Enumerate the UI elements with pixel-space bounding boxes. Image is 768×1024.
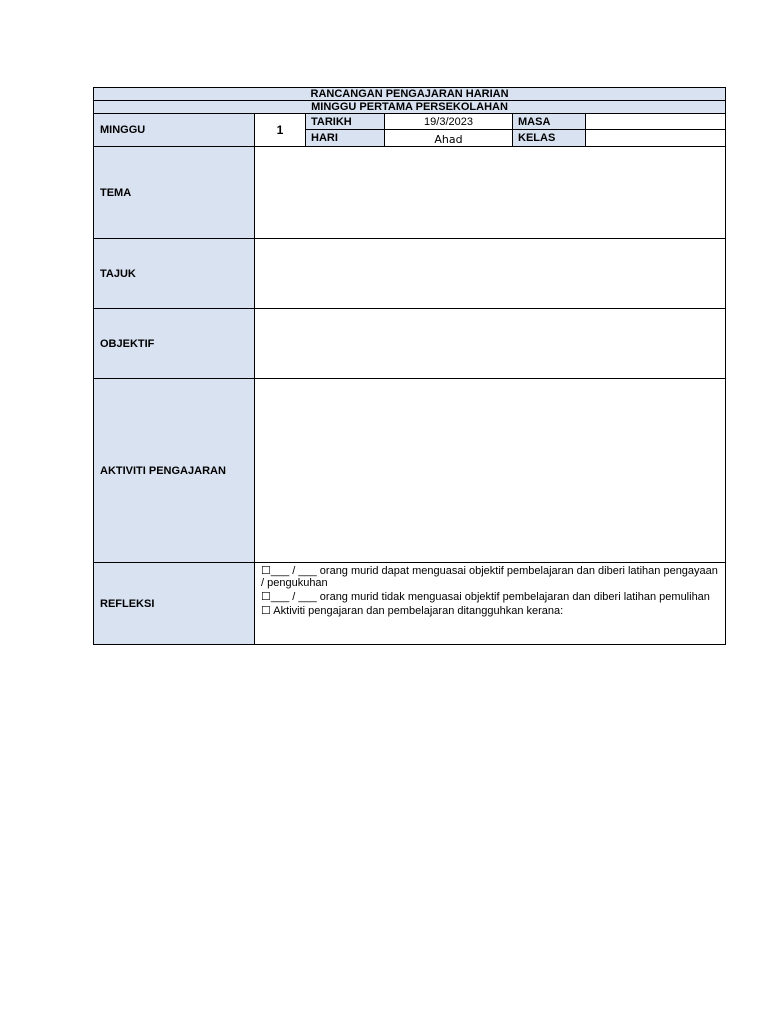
refleksi-option-mastered: ☐___ / ___ orang murid dapat menguasai objektif pembelajaran dan diberi latihan pengayaan / pengukuhan bbox=[261, 565, 718, 589]
refleksi-option-not-mastered: ☐___ / ___ orang murid tidak menguasai objektif pembelajaran dan diberi latihan pemulihan bbox=[261, 591, 710, 603]
plan-subtitle: MINGGU PERTAMA PERSEKOLAHAN bbox=[94, 101, 726, 114]
aktiviti-content bbox=[255, 379, 726, 563]
tajuk-content bbox=[255, 239, 726, 309]
refleksi-label: REFLEKSI bbox=[94, 563, 255, 645]
objektif-content bbox=[255, 309, 726, 379]
tajuk-label: TAJUK bbox=[94, 239, 255, 309]
objektif-label: OBJEKTIF bbox=[94, 309, 255, 379]
lesson-plan-sheet bbox=[93, 87, 725, 645]
kelas-label: KELAS bbox=[513, 130, 586, 147]
tarikh-label: TARIKH bbox=[306, 114, 385, 130]
refleksi-option-postponed: ☐ Aktiviti pengajaran dan pembelajaran ditangguhkan kerana: bbox=[261, 605, 564, 617]
refleksi-content bbox=[255, 563, 726, 645]
kelas-value bbox=[586, 130, 726, 147]
tema-label: TEMA bbox=[94, 147, 255, 239]
masa-value bbox=[586, 114, 726, 130]
hari-label: HARI bbox=[306, 130, 385, 147]
plan-title: RANCANGAN PENGAJARAN HARIAN bbox=[94, 88, 726, 101]
tema-content bbox=[255, 147, 726, 239]
tarikh-value: 19/3/2023 bbox=[385, 114, 513, 130]
lesson-plan-table bbox=[93, 87, 726, 645]
aktiviti-label: AKTIVITI PENGAJARAN bbox=[94, 379, 255, 563]
minggu-value: 1 bbox=[255, 114, 306, 147]
minggu-label: MINGGU bbox=[94, 114, 255, 147]
hari-value: Ahad bbox=[385, 130, 513, 147]
masa-label: MASA bbox=[513, 114, 586, 130]
